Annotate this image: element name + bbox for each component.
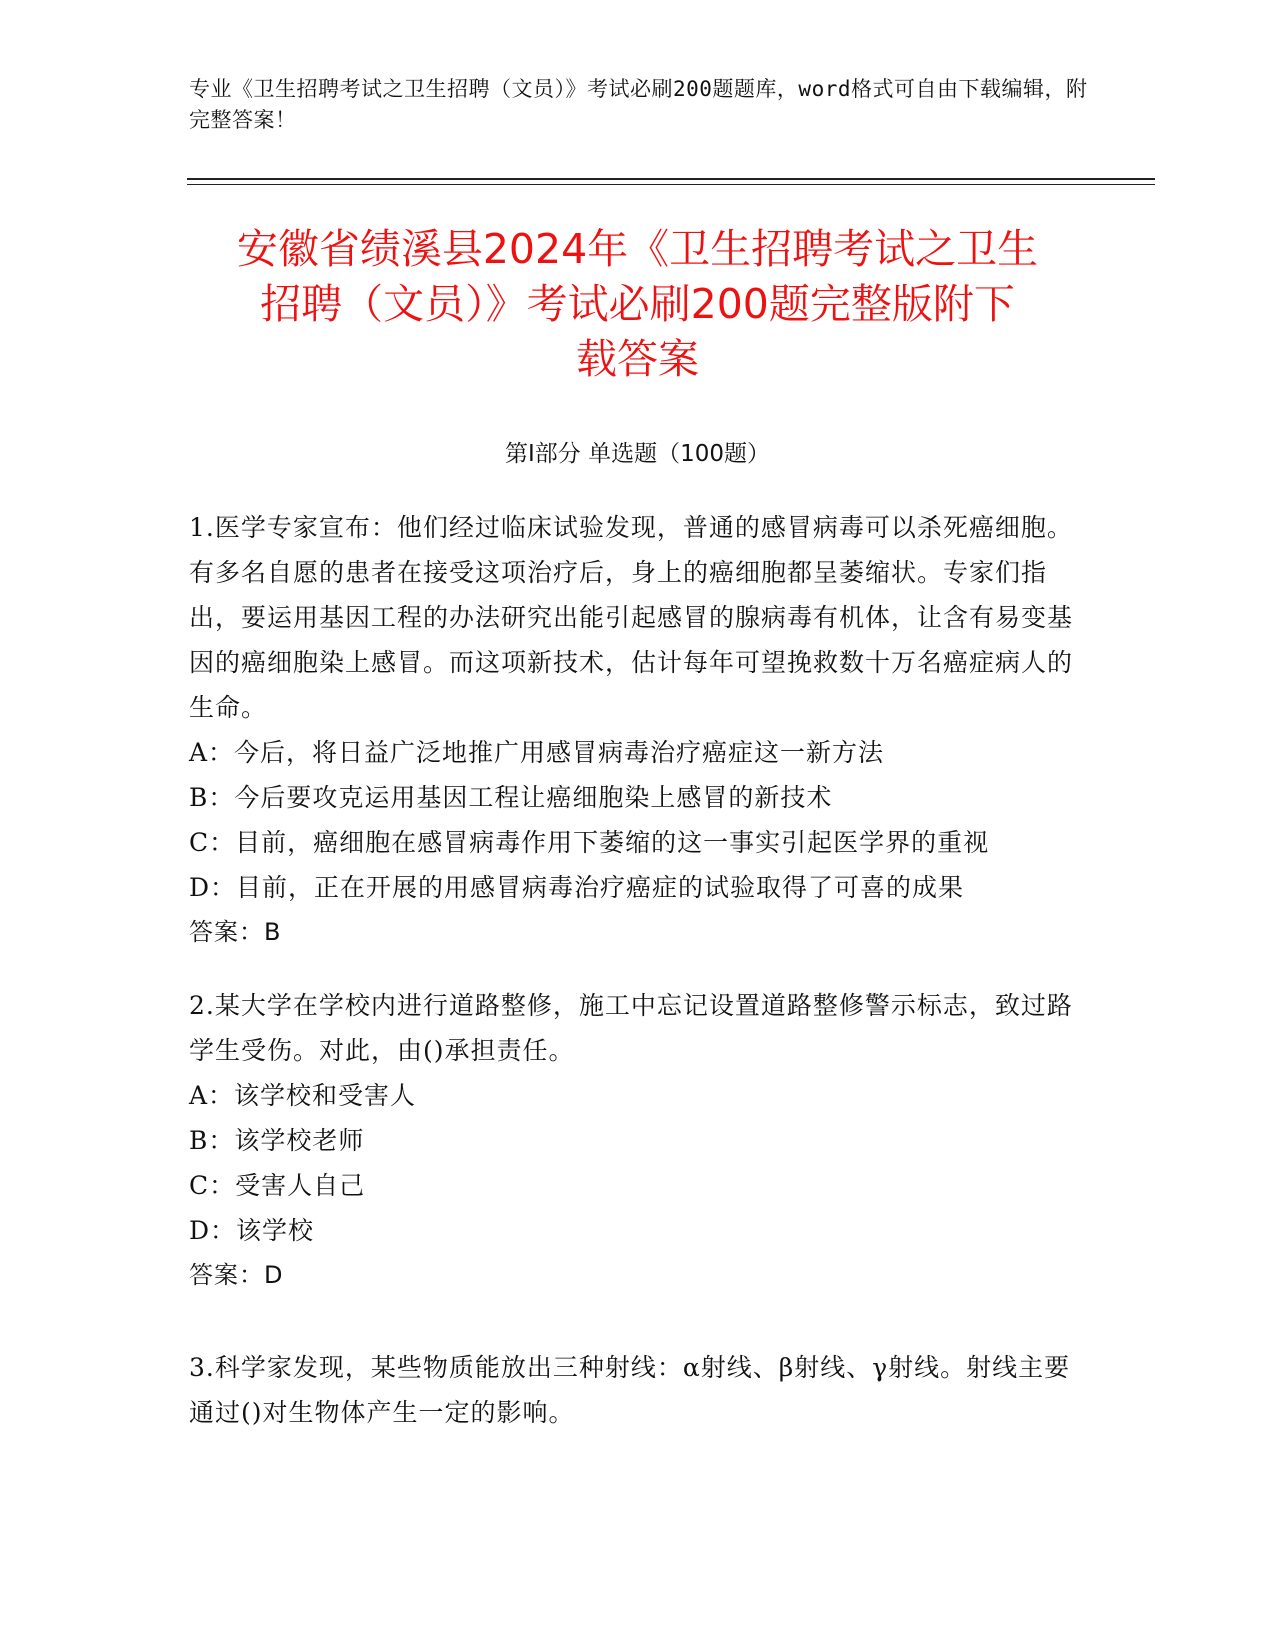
option-c: C：目前，癌细胞在感冒病毒作用下萎缩的这一事实引起医学界的重视: [189, 828, 990, 857]
header-divider-thin: [187, 184, 1155, 185]
option-a: A：今后，将日益广泛地推广用感冒病毒治疗癌症这一新方法: [189, 738, 885, 767]
title-line-1: 安徽省绩溪县2024年《卫生招聘考试之卫生: [236, 225, 1039, 273]
option-d: D：该学校: [189, 1216, 315, 1245]
question-3: [189, 1345, 1079, 1435]
option-b: B：该学校老师: [189, 1126, 365, 1155]
question-stem: 2.某大学在学校内进行道路整修，施工中忘记设置道路整修警示标志，致过路学生受伤。对此，由()承担责任。: [189, 991, 1073, 1065]
question-2: [189, 983, 1079, 1298]
answer-text: 答案：D: [189, 1261, 284, 1289]
title-line-2: 招聘（文员）》考试必刷200题完整版附下: [260, 280, 1015, 328]
document-title: [150, 222, 1125, 387]
option-d: D：目前，正在开展的用感冒病毒治疗癌症的试验取得了可喜的成果: [189, 873, 965, 902]
option-c: C：受害人自己: [189, 1171, 366, 1200]
header-divider-thick: [187, 178, 1155, 180]
title-line-3: 载答案: [576, 335, 699, 383]
answer-text: 答案：B: [189, 918, 282, 946]
question-stem: 1.医学专家宣布：他们经过临床试验发现，普通的感冒病毒可以杀死癌细胞。有多名自愿的患者在接受这项治疗后，身上的癌细胞都呈萎缩状。专家们指出，要运用基因工程的办法研究出能引起感冒的腺病毒有机体，让含有易变基因的癌细胞染上感冒。而这项新技术，估计每年可望挽救数十万名癌症病人的生命。: [189, 513, 1074, 722]
option-a: A：该学校和受害人: [189, 1081, 417, 1110]
question-stem: 3.科学家发现，某些物质能放出三种射线：α射线、β射线、γ射线。射线主要通过()对生物体产生一定的影响。: [189, 1353, 1071, 1427]
section-heading: 第Ⅰ部分 单选题（100题）: [505, 441, 770, 467]
option-b: B：今后要攻克运用基因工程让癌细胞染上感冒的新技术: [189, 783, 833, 812]
question-1: [189, 505, 1079, 955]
header-note: 专业《卫生招聘考试之卫生招聘（文员）》考试必刷200题题库，word格式可自由下载编辑，附完整答案！: [189, 77, 1088, 132]
